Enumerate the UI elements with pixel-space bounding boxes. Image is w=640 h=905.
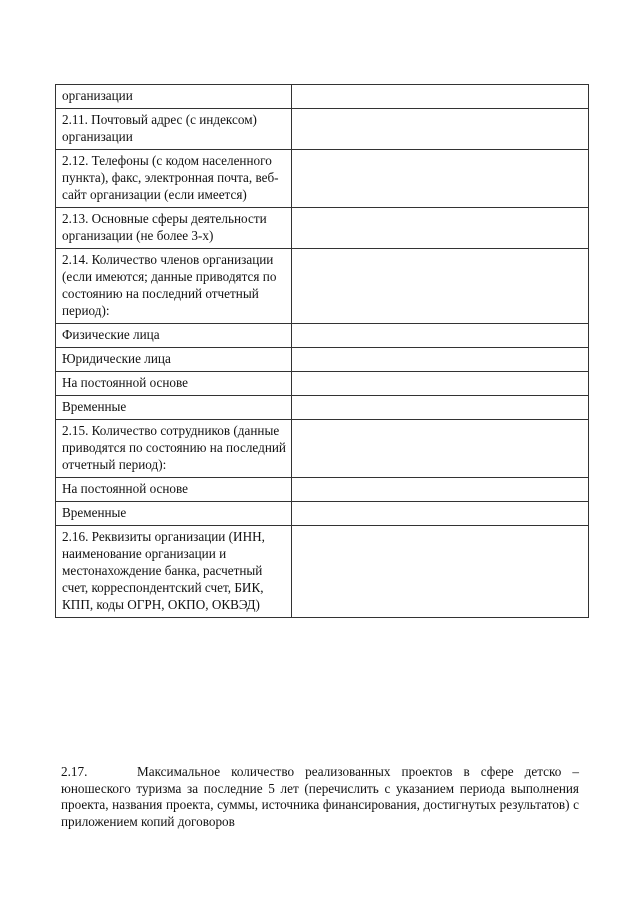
- row-label-temporary-members: Временные: [56, 396, 292, 420]
- table-row: [56, 249, 589, 324]
- row-value-legal-entities[interactable]: [292, 348, 589, 372]
- row-label-temporary-employees: Временные: [56, 502, 292, 526]
- table-row: [56, 348, 589, 372]
- row-value-temporary-employees[interactable]: [292, 502, 589, 526]
- row-label-legal-entities: Юридические лица: [56, 348, 292, 372]
- row-value-permanent-employees[interactable]: [292, 478, 589, 502]
- table-row: [56, 396, 589, 420]
- row-value-organization-details[interactable]: [292, 526, 589, 618]
- table-row: [56, 420, 589, 478]
- row-value-individuals[interactable]: [292, 324, 589, 348]
- row-value-activity-areas[interactable]: [292, 208, 589, 249]
- row-label-permanent-members: На постоянной основе: [56, 372, 292, 396]
- table-row: [56, 150, 589, 208]
- row-value-contacts[interactable]: [292, 150, 589, 208]
- row-label-organization-continued: организации: [56, 85, 292, 109]
- row-value-organization-continued[interactable]: [292, 85, 589, 109]
- table-row: [56, 208, 589, 249]
- row-value-postal-address[interactable]: [292, 109, 589, 150]
- row-label-contacts: 2.12. Телефоны (с кодом населенного пункта), факс, электронная почта, веб-сайт организации (если имеется): [56, 150, 292, 208]
- section-text: Максимальное количество реализованных проектов в сфере детско – юношеского туризма за последние 5 лет (перечислить с указанием периода выполнения проекта, названия проекта, суммы, источника финансирования, достигнутых результатов) с приложением копий договоров: [61, 764, 579, 829]
- row-value-temporary-members[interactable]: [292, 396, 589, 420]
- row-value-member-count[interactable]: [292, 249, 589, 324]
- table-row: [56, 526, 589, 618]
- organization-info-table: [55, 84, 589, 618]
- table-row: [56, 372, 589, 396]
- table-row: [56, 478, 589, 502]
- row-label-member-count: 2.14. Количество членов организации (если имеются; данные приводятся по состоянию на последний отчетный период):: [56, 249, 292, 324]
- row-value-employee-count[interactable]: [292, 420, 589, 478]
- table-row: [56, 502, 589, 526]
- section-2-17-paragraph: [61, 764, 579, 830]
- section-number: 2.17.: [61, 764, 88, 779]
- table-row: [56, 324, 589, 348]
- row-label-organization-details: 2.16. Реквизиты организации (ИНН, наименование организации и местонахождение банка, расчетный счет, корреспондентский счет, БИК, КПП, коды ОГРН, ОКПО, ОКВЭД): [56, 526, 292, 618]
- row-label-employee-count: 2.15. Количество сотрудников (данные приводятся по состоянию на последний отчетный период):: [56, 420, 292, 478]
- row-label-postal-address: 2.11. Почтовый адрес (с индексом) организации: [56, 109, 292, 150]
- row-label-individuals: Физические лица: [56, 324, 292, 348]
- row-label-activity-areas: 2.13. Основные сферы деятельности организации (не более 3-х): [56, 208, 292, 249]
- table-row: [56, 109, 589, 150]
- table-row: [56, 85, 589, 109]
- row-label-permanent-employees: На постоянной основе: [56, 478, 292, 502]
- row-value-permanent-members[interactable]: [292, 372, 589, 396]
